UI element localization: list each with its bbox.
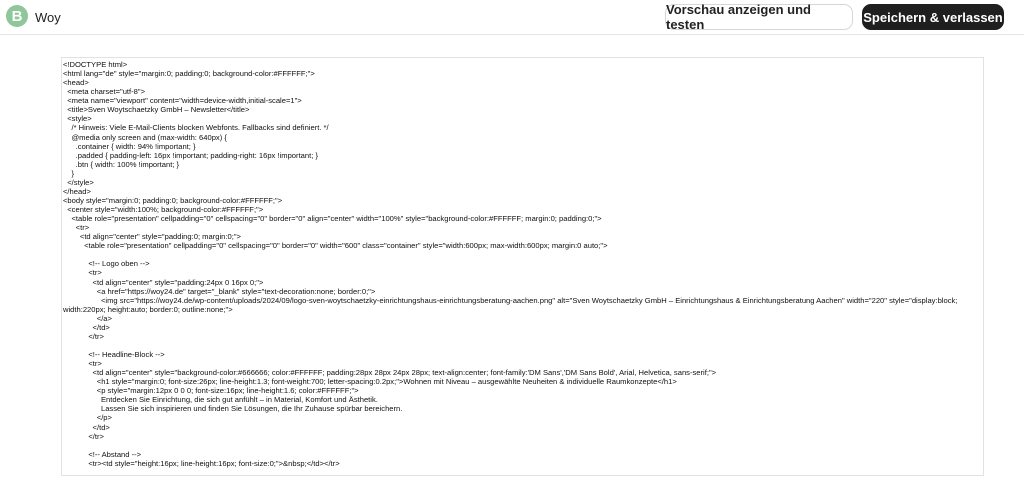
code-line: </tr> bbox=[63, 431, 104, 441]
code-line: <table role="presentation" cellpadding="0" cellspacing="0" border="0" align="center" width="100%" style="background-color:#FFFFFF; margin:0; padding:0;"> bbox=[63, 214, 602, 224]
code-line: /* Hinweis: Viele E-Mail-Clients blocken Webfonts. Fallbacks sind definiert. */ bbox=[63, 123, 329, 133]
code-line: </a> bbox=[63, 313, 112, 323]
code-line: <table role="presentation" cellpadding="0" cellspacing="0" border="0" width="600" class="container" style="width:600px; max-width:600px; margin:0 auto;"> bbox=[63, 241, 608, 251]
code-line: <!DOCTYPE html> bbox=[63, 60, 128, 69]
code-line: <p style="margin:12px 0 0 0; font-size:16px; line-height:1.6; color:#FFFFFF;"> bbox=[63, 386, 359, 396]
code-line: <h1 style="margin:0; font-size:26px; line-height:1.3; font-weight:700; letter-spacing:0.2px;">Wohnen mit Niveau – ausgewählte Neuheiten & individuelle Raumkonzepte</h1> bbox=[63, 377, 677, 387]
code-line: </td> bbox=[63, 322, 110, 332]
code-line: <!-- Abstand --> bbox=[63, 449, 142, 459]
code-line: <td align="center" style="padding:0; margin:0;"> bbox=[63, 232, 241, 242]
code-line: } bbox=[63, 168, 74, 178]
code-line: <title>Sven Woytschaetzky GmbH – Newsletter</title> bbox=[63, 105, 250, 115]
code-line: <tr> bbox=[63, 359, 102, 369]
code-line: </tr> bbox=[63, 331, 104, 341]
html-code-editor[interactable] bbox=[61, 57, 984, 476]
code-line: <!-- Headline-Block --> bbox=[63, 350, 165, 359]
code-line: <html lang="de" style="margin:0; padding:0; background-color:#FFFFFF;"> bbox=[63, 69, 315, 79]
code-line: </p> bbox=[63, 413, 112, 423]
code-line: .padded { padding-left: 16px !important; padding-right: 16px !important; } bbox=[63, 150, 318, 160]
code-line: <center style="width:100%; background-color:#FFFFFF;"> bbox=[63, 205, 264, 214]
document-title: Woy bbox=[35, 10, 61, 25]
code-line: <body style="margin:0; padding:0; background-color:#FFFFFF;"> bbox=[63, 195, 283, 205]
code-line: <img src="https://woy24.de/wp-content/uploads/2024/09/logo-sven-woytschaetzky-einrichtungshaus-einrichtungsberatung-aachen.png" alt="Sven Woytschaetzky GmbH – Einrichtungshaus & Einrichtungsberatung Aachen" width="220" style="display:block; width:220px; height:auto; border:0; outline:none;"> bbox=[63, 295, 960, 314]
code-line: <!-- Logo oben --> bbox=[63, 259, 150, 269]
code-line: <a href="https://woy24.de" target="_blank" style="text-decoration:none; border:0;"> bbox=[63, 286, 376, 296]
code-line: <td align="center" style="padding:24px 0 16px 0;"> bbox=[63, 277, 264, 287]
code-line: @media only screen and (max-width: 640px) { bbox=[63, 132, 227, 142]
app-logo-icon[interactable] bbox=[6, 5, 28, 27]
code-line: .btn { width: 100% !important; } bbox=[63, 159, 180, 169]
code-line: </style> bbox=[63, 177, 94, 187]
code-line: <meta name="viewport" content="width=device-width,initial-scale=1"> bbox=[63, 96, 302, 106]
code-line: <style> bbox=[63, 114, 92, 124]
code-line: <head> bbox=[63, 78, 89, 88]
code-content[interactable] bbox=[62, 58, 983, 468]
logo-letter: B bbox=[11, 7, 23, 25]
code-line: <meta charset="utf-8"> bbox=[63, 87, 146, 97]
code-line: <tr> bbox=[63, 223, 90, 233]
preview-and-test-button[interactable]: Vorschau anzeigen und testen bbox=[665, 4, 853, 30]
code-line: <tr><td style="height:16px; line-height:16px; font-size:0;">&nbsp;</td></tr> bbox=[63, 458, 340, 468]
code-line: <td align="center" style="background-color:#666666; color:#FFFFFF; padding:28px 28px 24px 28px; text-align:center; font-family:'DM Sans','DM Sans Bold', Arial, Helvetica, sans-serif;"> bbox=[63, 368, 717, 378]
code-line: </td> bbox=[63, 422, 110, 432]
code-line: </head> bbox=[63, 186, 91, 196]
code-line: Entdecken Sie Einrichtung, die sich gut anfühlt – in Material, Komfort und Ästhetik. bbox=[63, 395, 378, 405]
code-line: <tr> bbox=[63, 268, 102, 278]
code-line: Lassen Sie sich inspirieren und finden Sie Lösungen, die Ihr Zuhause spürbar bereichern. bbox=[63, 404, 403, 414]
top-bar bbox=[0, 0, 1024, 35]
code-line: .container { width: 94% !important; } bbox=[63, 141, 196, 151]
save-and-exit-button[interactable]: Speichern & verlassen bbox=[862, 4, 1004, 30]
